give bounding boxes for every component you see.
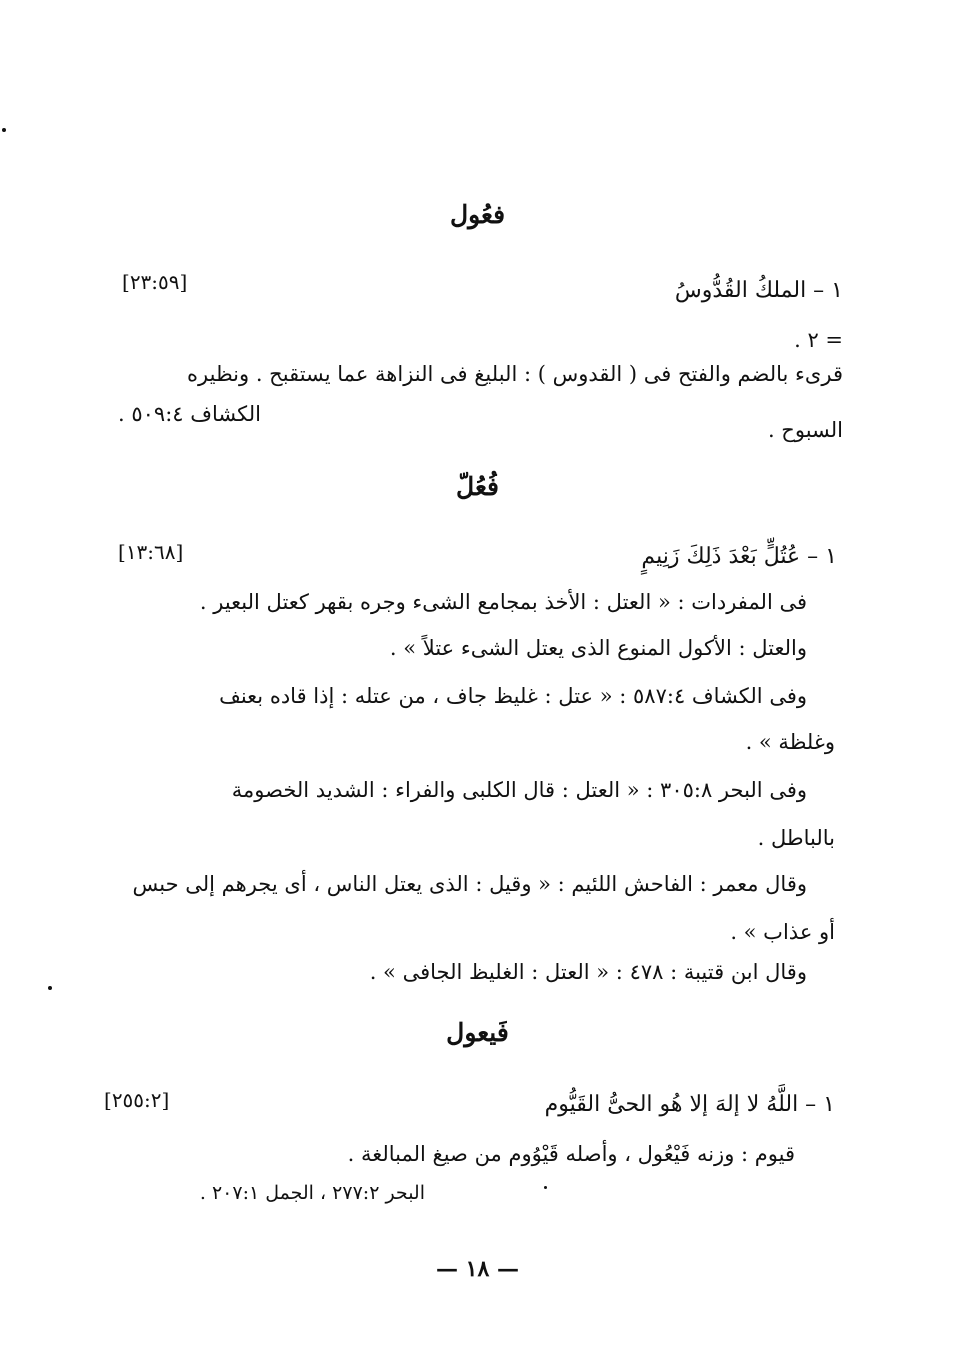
verse-reference: [٢٣:٥٩] [122, 270, 188, 294]
verse-line: ١ – الملكُ القُدُّوسُ [674, 278, 843, 303]
section-heading-fauul: فعُول [449, 200, 506, 229]
verse-line: ١ – اللَّهُ لا إلهَ إلا هُو الحىُّ القَيُّوم [544, 1092, 835, 1117]
page-number: — ١٨ — [436, 1256, 519, 1282]
text-line: الكشاف ٥٠٩:٤ . [118, 402, 261, 426]
text-line: أو عذاب » . [730, 920, 835, 944]
text-line: السبوح . [767, 418, 843, 442]
text-line: بالباطل . [757, 826, 835, 850]
section-heading-fayool: فَيعول [446, 1018, 509, 1047]
text-line: قيوم : وزنه فَيْعُول ، وأصله قَيْوُوم من صيغ المبالغة . [347, 1142, 795, 1166]
text-line: وفى الكشاف ٥٨٧:٤ : « عتل : غليظ جاف ، من عتله : إذا قاده بعنف [219, 684, 807, 708]
text-line: وقال معمر : الفاحش اللئيم : « وقيل : الذى يعتل الناس ، أى يجرهم إلى حبس [132, 872, 807, 896]
text-line: البحر ٢٧٧:٢ ، الجمل ٢٠٧:١ . [199, 1182, 425, 1204]
text-line: وفى البحر ٣٠٥:٨ : « العتل : قال الكلبى والفراء : الشديد الخصومة [231, 778, 807, 802]
text-line: والعتل : الأكول المنوع الذى يعتل الشىء عتلاً » . [389, 636, 807, 660]
text-line: وقال ابن قتيبة : ٤٧٨ : « العتل : الغليظ الجافى » . [369, 960, 807, 984]
verse-reference: [٢٥٥:٢] [104, 1088, 170, 1112]
verse-reference: [١٣:٦٨] [118, 540, 184, 564]
verse-line: ١ – عُتُلٍّ بَعْدَ ذَلِكَ زَنِيمٍ [641, 544, 837, 569]
scan-speck [544, 1186, 547, 1189]
text-line: فى المفردات : « العتل : الأخذ بمجامع الشىء وجره بقهر كعتل البعير . [199, 590, 807, 614]
section-heading-fuull: فُعُلّ [456, 472, 499, 501]
text-line: = ٢ . [794, 328, 843, 352]
text-line: وغلظة » . [745, 730, 835, 754]
scan-speck [2, 128, 6, 132]
text-line: قرىء بالضم والفتح فى ( القدوس ) : البليغ فى النزاهة عما يستقبح . ونظيره [187, 362, 843, 386]
scan-speck [48, 986, 52, 990]
